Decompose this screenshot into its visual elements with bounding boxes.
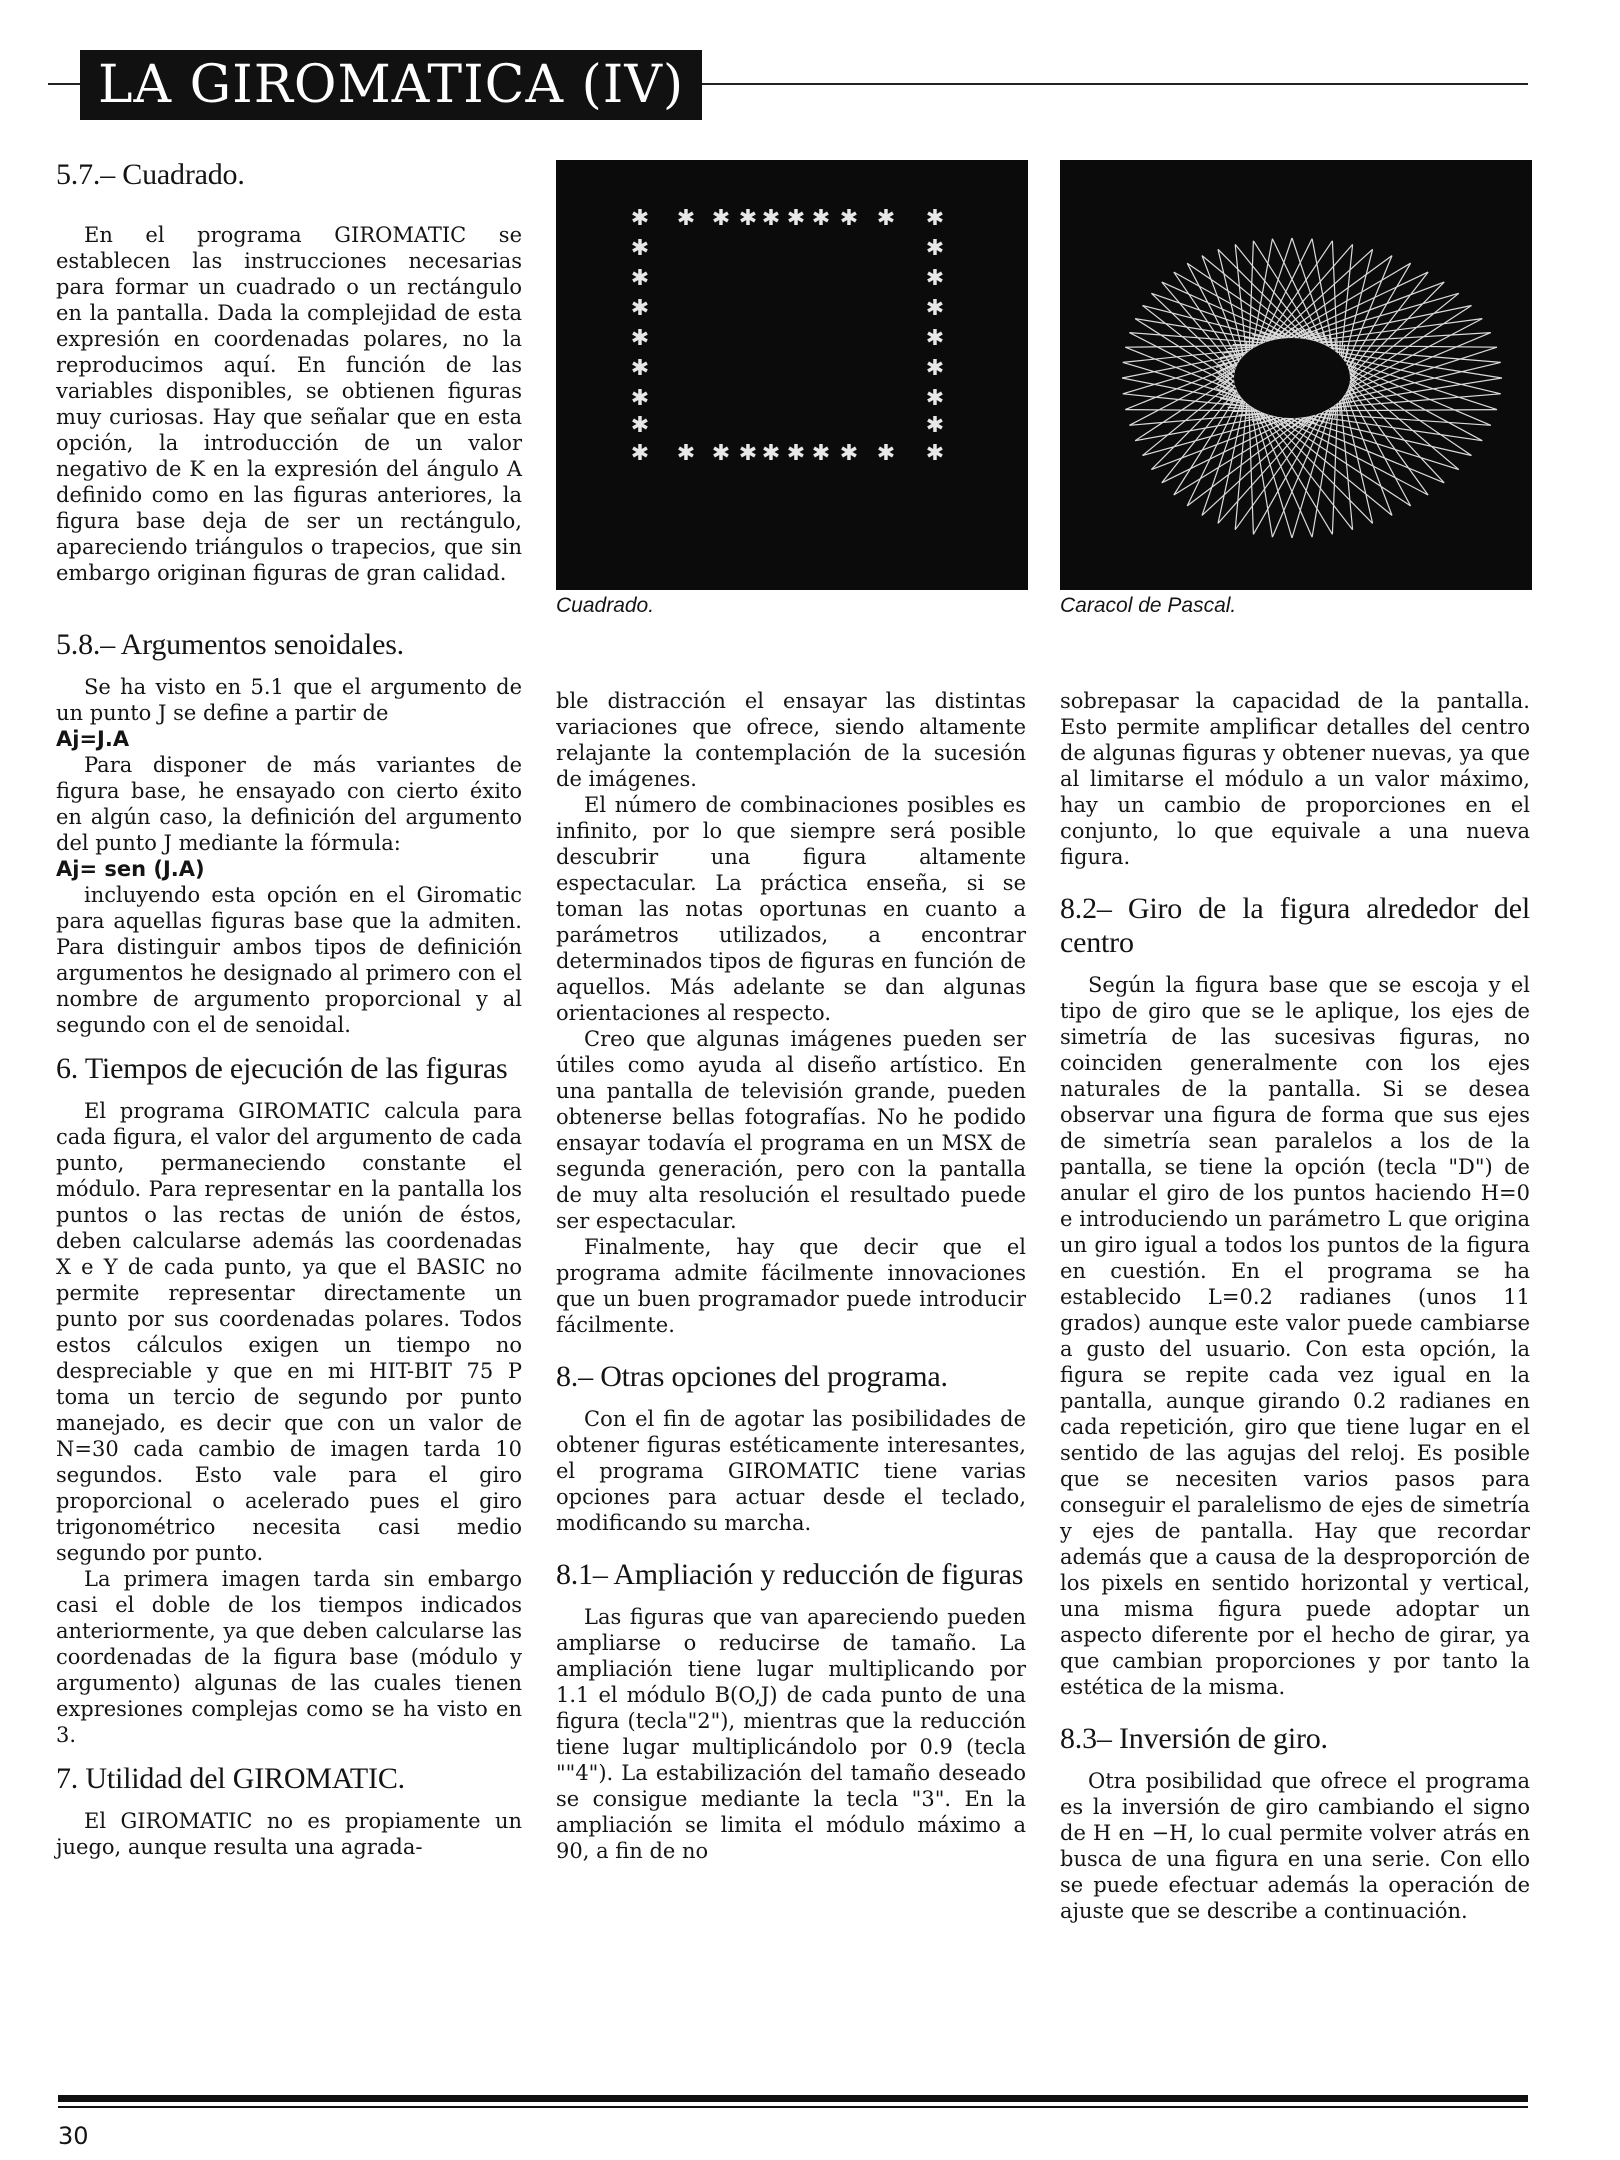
- section-heading-6: 6. Tiempos de ejecución de las figuras: [56, 1052, 508, 1085]
- asterisk-mark: ✱: [630, 236, 650, 261]
- paragraph: ble distracción el ensayar las distintas variaciones que ofrece, siendo altamente relajante la contemplación de la sucesión de imágenes.: [556, 689, 1026, 791]
- column-1: [56, 158, 522, 1860]
- paragraph: Se ha visto en 5.1 que el argumento de un punto J se define a partir de: [56, 675, 522, 725]
- asterisk-mark: ✱: [630, 326, 650, 351]
- asterisk-mark: ✱: [839, 441, 859, 466]
- paragraph: El GIROMATIC no es propiamente un juego, aunque resulta una agrada-: [56, 1809, 522, 1859]
- paragraph: Las figuras que van apareciendo pueden ampliarse o reducirse de tamaño. La ampliación tiene lugar multiplicando por 1.1 el módulo B(O,J) de cada punto de una figura (tecla"2"), mientras que la reducción tiene lugar multiplicándolo por 0.9 (tecla ""4"). La estabilización del tamaño deseado se consigue mediante la tecla "3". En la ampliación se limita el módulo máximo a 90, a fin de no: [556, 1605, 1026, 1863]
- asterisk-mark: ✱: [630, 356, 650, 381]
- asterisk-mark: ✱: [925, 441, 945, 466]
- column-2: [556, 688, 1026, 1864]
- footer-rule-thin: [58, 2106, 1528, 2108]
- formula-proportional: Aj=J.A: [56, 727, 130, 751]
- title-banner: [80, 50, 702, 120]
- asterisk-mark: ✱: [925, 413, 945, 438]
- paragraph: El programa GIROMATIC calcula para cada figura, el valor del argumento de cada punto, permaneciendo constante el módulo. Para representar en la pantalla los puntos o las rectas de unión de éstos, deben calcularse además las coordenadas X e Y de cada punto, ya que el BASIC no permite representar directamente un punto por sus coordenadas polares. Todos estos cálculos exigen un tiempo no despreciable y que en mi HIT-BIT 75 P toma un tercio de segundo por punto manejado, es decir que con un valor de N=30 cada cambio de imagen tarda 10 segundos. Esto vale para el giro proporcional o acelerado pues el giro trigonométrico necesita casi medio segundo por punto.: [56, 1099, 522, 1565]
- asterisk-mark: ✱: [925, 236, 945, 261]
- asterisk-mark: ✱: [738, 206, 758, 231]
- paragraph: La primera imagen tarda sin embargo casi el doble de los tiempos indicados anteriormente, ya que deben calcularse las coordenadas de la figura base (módulo y argumento) algunas de las cuales tienen expresiones complejas como se ha visto en 3.: [56, 1567, 522, 1747]
- asterisk-mark: ✱: [738, 441, 758, 466]
- section-heading-8: 8.– Otras opciones del programa.: [556, 1360, 948, 1393]
- asterisk-mark: ✱: [630, 386, 650, 411]
- asterisk-mark: ✱: [711, 206, 731, 231]
- paragraph: Otra posibilidad que ofrece el programa es la inversión de giro cambiando el signo de H en −H, lo cual permite volver atrás en busca de una figura en una serie. Con ello se puede efectuar además la operación de ajuste que se describe a continuación.: [1060, 1769, 1530, 1923]
- asterisk-mark: ✱: [761, 441, 781, 466]
- asterisk-mark: ✱: [925, 206, 945, 231]
- asterisk-mark: ✱: [925, 386, 945, 411]
- asterisk-mark: ✱: [630, 266, 650, 291]
- paragraph: El número de combinaciones posibles es infinito, por lo que siempre será posible descubrir una figura altamente espectacular. La práctica enseña, si se toman las notas oportunas en cuanto a parámetros utilizados, a encontrar determinados tipos de figuras en función de aquellos. Más adelante se dan algunas orientaciones al respecto.: [556, 793, 1026, 1025]
- section-heading-8-3: 8.3– Inversión de giro.: [1060, 1722, 1328, 1755]
- square-figure-image: [556, 160, 1028, 590]
- section-heading-8-2: 8.2– Giro de la figura alrededor del centro: [1060, 892, 1530, 959]
- asterisk-mark: ✱: [876, 206, 896, 231]
- asterisk-mark: ✱: [811, 206, 831, 231]
- asterisk-mark: ✱: [925, 326, 945, 351]
- asterisk-mark: ✱: [786, 206, 806, 231]
- article-title: LA GIROMATICA (IV): [98, 55, 685, 115]
- asterisk-mark: ✱: [786, 441, 806, 466]
- asterisk-mark: ✱: [925, 266, 945, 291]
- paragraph: Según la figura base que se escoja y el tipo de giro que se le aplique, los ejes de simetría de las sucesivas figuras, no coinciden generalmente con los ejes naturales de la pantalla. Si se desea observar una figura de forma que sus ejes de simetría sean paralelos a los de la pantalla, se tiene la opción (tecla "D") de anular el giro de los puntos haciendo H=0 e introduciendo un parámetro L que origina un giro igual a todos los puntos de la figura en cuestión. En el programa se ha establecido L=0.2 radianes (unos 11 grados) aunque este valor puede cambiarse a gusto del usuario. Con esta opción, la figura se repite cada vez igual en la pantalla, aunque girando 0.2 radianes en cada repetición, giro que tiene lugar en el sentido de las agujas del reloj. Es posible que se necesiten varios pasos para conseguir el paralelismo de ejes de simetría y ejes de pantalla. Hay que recordar además que a causa de la desproporción de los pixels en sentido horizontal y vertical, una misma figura puede adoptar un aspecto diferente por el hecho de girar, ya que cambian proporciones y por tanto la estética de la misma.: [1060, 973, 1530, 1699]
- asterisk-mark: ✱: [761, 206, 781, 231]
- formula-sinusoidal: Aj= sen (J.A): [56, 857, 205, 881]
- figure-limacon: [1060, 160, 1532, 590]
- footer-rule: [58, 2095, 1528, 2102]
- figure-caption-square: Cuadrado.: [556, 594, 655, 617]
- asterisk-mark: ✱: [711, 441, 731, 466]
- paragraph: En el programa GIROMATIC se establecen las instrucciones necesarias para formar un cuadrado o un rectángulo en la pantalla. Dada la complejidad de esta expresión en coordenadas polares, no la reproducimos aquí. En función de las variables disponibles, se obtienen figuras muy curiosas. Hay que señalar que en esta opción, la introducción de un valor negativo de K en la expresión del ángulo A definido como en las figuras anteriores, la figura base deja de ser un rectángulo, apareciendo triángulos o trapecios, que sin embargo originan figuras de gran calidad.: [56, 223, 522, 585]
- paragraph: incluyendo esta opción en el Giromatic para aquellas figuras base que la admiten. Para distinguir ambos tipos de definición argumentos he designado al primero con el nombre de argumento proporcional y al segundo con el de senoidal.: [56, 883, 522, 1037]
- section-heading-8-1: 8.1– Ampliación y reducción de figuras: [556, 1558, 1024, 1591]
- section-heading-5-8: 5.8.– Argumentos senoidales.: [56, 628, 404, 661]
- asterisk-mark: ✱: [676, 441, 696, 466]
- figure-square: [556, 160, 1028, 590]
- paragraph: Para disponer de más variantes de figura base, he ensayado con cierto éxito en algún caso, la definición del argumento del punto J mediante la fórmula:: [56, 753, 522, 855]
- section-heading-7: 7. Utilidad del GIROMATIC.: [56, 1762, 405, 1795]
- paragraph: Creo que algunas imágenes pueden ser útiles como ayuda al diseño artístico. En una pantalla de televisión grande, pueden obtenerse bellas fotografías. No he podido ensayar todavía el programa en un MSX de segunda generación, pero con la pantalla de muy alta resolución el resultado puede ser espectacular.: [556, 1027, 1026, 1233]
- paragraph: Con el fin de agotar las posibilidades de obtener figuras estéticamente interesantes, el programa GIROMATIC tiene varias opciones para actuar desde el teclado, modificando su marcha.: [556, 1407, 1026, 1535]
- asterisk-mark: ✱: [630, 206, 650, 231]
- limacon-figure-image: [1060, 160, 1532, 590]
- figure-caption-limacon: Caracol de Pascal.: [1060, 594, 1237, 617]
- page-number: 30: [58, 2122, 89, 2150]
- paragraph: Finalmente, hay que decir que el programa admite fácilmente innovaciones que un buen programador puede introducir fácilmente.: [556, 1235, 1026, 1337]
- asterisk-mark: ✱: [925, 296, 945, 321]
- asterisk-mark: ✱: [630, 441, 650, 466]
- column-3: [1060, 688, 1530, 1924]
- asterisk-mark: ✱: [876, 441, 896, 466]
- asterisk-mark: ✱: [630, 296, 650, 321]
- asterisk-mark: ✱: [811, 441, 831, 466]
- asterisk-mark: ✱: [676, 206, 696, 231]
- asterisk-mark: ✱: [925, 356, 945, 381]
- asterisk-mark: ✱: [839, 206, 859, 231]
- asterisk-mark: ✱: [630, 413, 650, 438]
- section-heading-5-7: 5.7.– Cuadrado.: [56, 158, 245, 191]
- paragraph: sobrepasar la capacidad de la pantalla. Esto permite amplificar detalles del centro de algunas figuras y obtener nuevas, ya que al limitarse el módulo a un valor máximo, hay un cambio de proporciones en el conjunto, lo que equivale a una nueva figura.: [1060, 689, 1530, 869]
